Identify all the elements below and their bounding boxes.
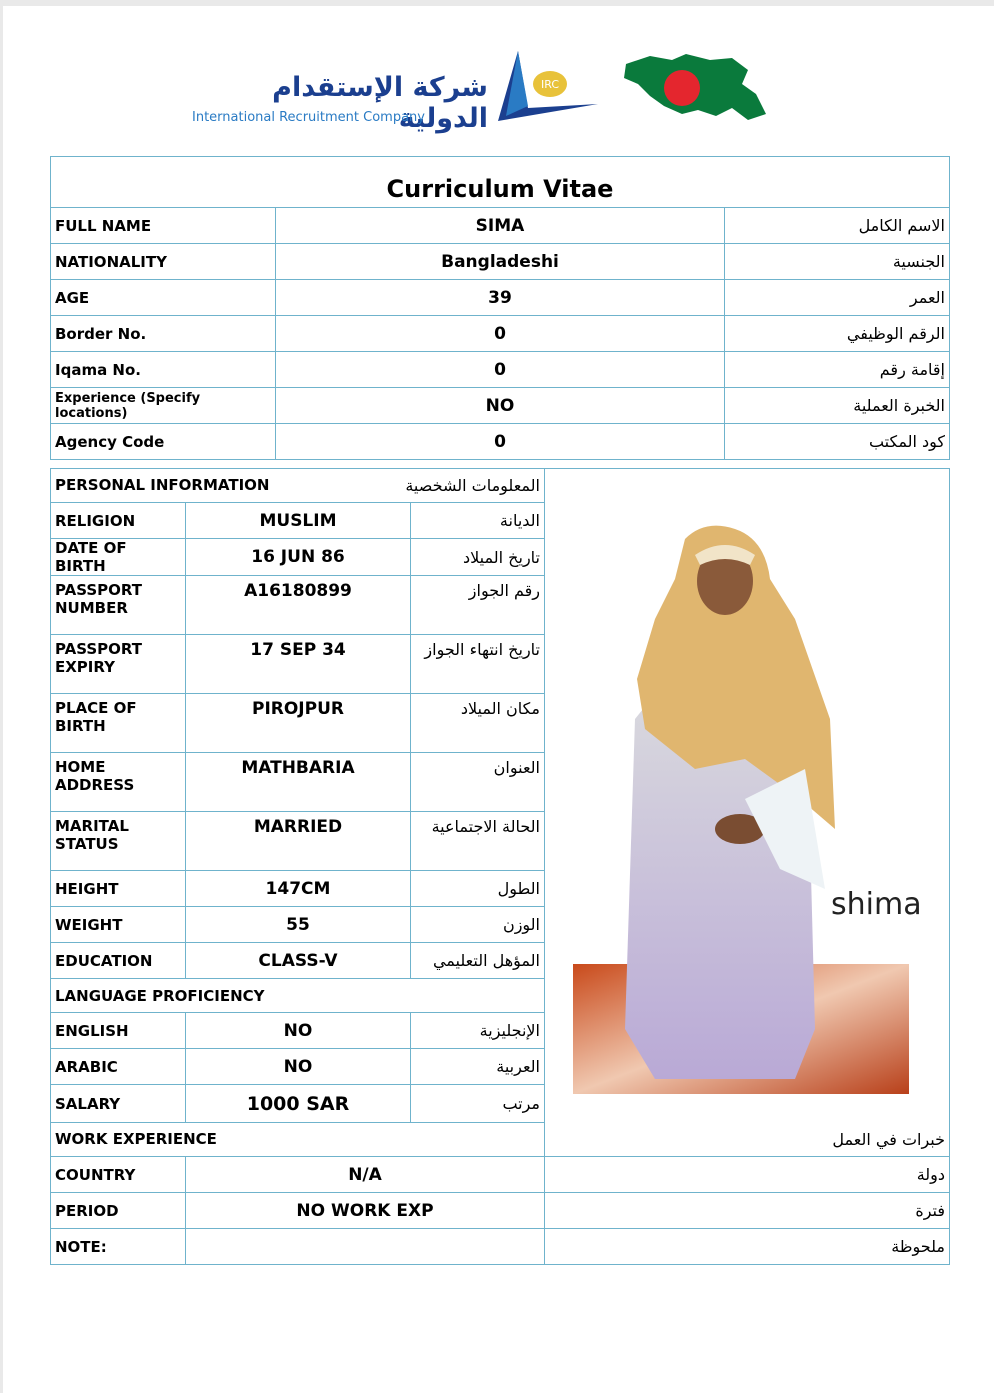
- salary-label-ar: مرتب: [411, 1085, 545, 1123]
- place-of-birth-value: PIROJPUR: [186, 694, 411, 753]
- full-name-label: FULL NAME: [51, 208, 276, 244]
- passport-number-label-ar: رقم الجواز: [411, 576, 545, 635]
- english-label: ENGLISH: [51, 1013, 186, 1049]
- table-row: [51, 1229, 950, 1265]
- experience-label: Experience (Specify locations): [51, 388, 276, 424]
- education-label-ar: المؤهل التعليمي: [411, 943, 545, 979]
- personal-info-header: [51, 469, 545, 503]
- experience-value: NO: [276, 388, 725, 424]
- period-label: PERIOD: [51, 1193, 186, 1229]
- home-address-label: HOME ADDRESS: [51, 753, 186, 812]
- agency-code-label: Agency Code: [51, 424, 276, 460]
- photo-cell: [545, 469, 950, 1157]
- religion-value: MUSLIM: [186, 503, 411, 539]
- company-logo: [188, 46, 608, 134]
- dob-value: 16 JUN 86: [186, 539, 411, 576]
- agency-code-label-ar: كود المكتب: [725, 424, 950, 460]
- dob-label-ar: تاريخ الميلاد: [411, 539, 545, 576]
- iqama-no-label: Iqama No.: [51, 352, 276, 388]
- bangladesh-map-icon: [620, 50, 770, 125]
- cv-summary-table: [50, 156, 950, 460]
- candidate-photo: [545, 469, 948, 1124]
- table-row: [51, 388, 950, 424]
- marital-status-label: MARITAL STATUS: [51, 812, 186, 871]
- full-name-label-ar: الاسم الكامل: [725, 208, 950, 244]
- company-name-arabic: شركة الإستقدام الدولية: [272, 72, 488, 134]
- salary-value: 1000 SAR: [186, 1085, 411, 1123]
- iqama-no-label-ar: إقامة رقم: [725, 352, 950, 388]
- country-label: COUNTRY: [51, 1157, 186, 1193]
- page-left-edge: [0, 0, 3, 1393]
- salary-label: SALARY: [51, 1085, 186, 1123]
- note-label-ar: ملحوظة: [545, 1229, 950, 1265]
- border-no-label-ar: الرقم الوظيفي: [725, 316, 950, 352]
- table-row: [51, 244, 950, 280]
- page-top-edge: [0, 0, 994, 6]
- table-row: [51, 352, 950, 388]
- period-label-ar: فترة: [545, 1193, 950, 1229]
- note-label: NOTE:: [51, 1229, 186, 1265]
- personal-info-header-ar: المعلومات الشخصية: [405, 476, 540, 495]
- arabic-value: NO: [186, 1049, 411, 1085]
- border-no-label: Border No.: [51, 316, 276, 352]
- arabic-label-ar: العربية: [411, 1049, 545, 1085]
- weight-label-ar: الوزن: [411, 907, 545, 943]
- agency-code-value: 0: [276, 424, 725, 460]
- age-value: 39: [276, 280, 725, 316]
- photo-caption: shima: [831, 887, 922, 922]
- table-row: [51, 280, 950, 316]
- english-label-ar: الإنجليزية: [411, 1013, 545, 1049]
- passport-expiry-label: PASSPORT EXPIRY: [51, 635, 186, 694]
- cv-title: Curriculum Vitae: [51, 157, 950, 208]
- table-row: [51, 469, 950, 503]
- education-value: CLASS-V: [186, 943, 411, 979]
- table-row: [51, 316, 950, 352]
- age-label: AGE: [51, 280, 276, 316]
- personal-info-header-en: PERSONAL INFORMATION: [55, 476, 270, 494]
- passport-expiry-value: 17 SEP 34: [186, 635, 411, 694]
- religion-label-ar: الديانة: [411, 503, 545, 539]
- table-row: [51, 1193, 950, 1229]
- border-no-value: 0: [276, 316, 725, 352]
- dob-label: DATE OF BIRTH: [51, 539, 186, 576]
- table-row: [51, 424, 950, 460]
- period-value: NO WORK EXP: [186, 1193, 545, 1229]
- place-of-birth-label-ar: مكان الميلاد: [411, 694, 545, 753]
- company-name-english: International Recruitment Company: [192, 110, 425, 125]
- english-value: NO: [186, 1013, 411, 1049]
- table-row: [51, 1157, 950, 1193]
- logo-swoosh-icon: [488, 46, 608, 131]
- passport-number-value: A16180899: [186, 576, 411, 635]
- height-label-ar: الطول: [411, 871, 545, 907]
- country-label-ar: دولة: [545, 1157, 950, 1193]
- passport-number-label: PASSPORT NUMBER: [51, 576, 186, 635]
- country-value: N/A: [186, 1157, 545, 1193]
- logo-badge-text: IRC: [540, 78, 560, 91]
- religion-label: RELIGION: [51, 503, 186, 539]
- height-value: 147CM: [186, 871, 411, 907]
- iqama-no-value: 0: [276, 352, 725, 388]
- experience-label-ar: الخبرة العملية: [725, 388, 950, 424]
- weight-label: WEIGHT: [51, 907, 186, 943]
- language-proficiency-header: LANGUAGE PROFICIENCY: [51, 979, 545, 1013]
- personal-info-table: [50, 468, 950, 1265]
- marital-status-value: MARRIED: [186, 812, 411, 871]
- age-label-ar: العمر: [725, 280, 950, 316]
- full-name-value: SIMA: [276, 208, 725, 244]
- home-address-value: MATHBARIA: [186, 753, 411, 812]
- weight-value: 55: [186, 907, 411, 943]
- marital-status-label-ar: الحالة الاجتماعية: [411, 812, 545, 871]
- height-label: HEIGHT: [51, 871, 186, 907]
- work-experience-header-en: WORK EXPERIENCE: [55, 1130, 217, 1148]
- passport-expiry-label-ar: تاريخ انتهاء الجواز: [411, 635, 545, 694]
- nationality-label-ar: الجنسية: [725, 244, 950, 280]
- nationality-label: NATIONALITY: [51, 244, 276, 280]
- work-experience-header-ar: خبرات في العمل: [832, 1130, 945, 1149]
- table-row: [51, 208, 950, 244]
- education-label: EDUCATION: [51, 943, 186, 979]
- nationality-value: Bangladeshi: [276, 244, 725, 280]
- place-of-birth-label: PLACE OF BIRTH: [51, 694, 186, 753]
- arabic-label: ARABIC: [51, 1049, 186, 1085]
- home-address-label-ar: العنوان: [411, 753, 545, 812]
- note-value: [186, 1229, 545, 1265]
